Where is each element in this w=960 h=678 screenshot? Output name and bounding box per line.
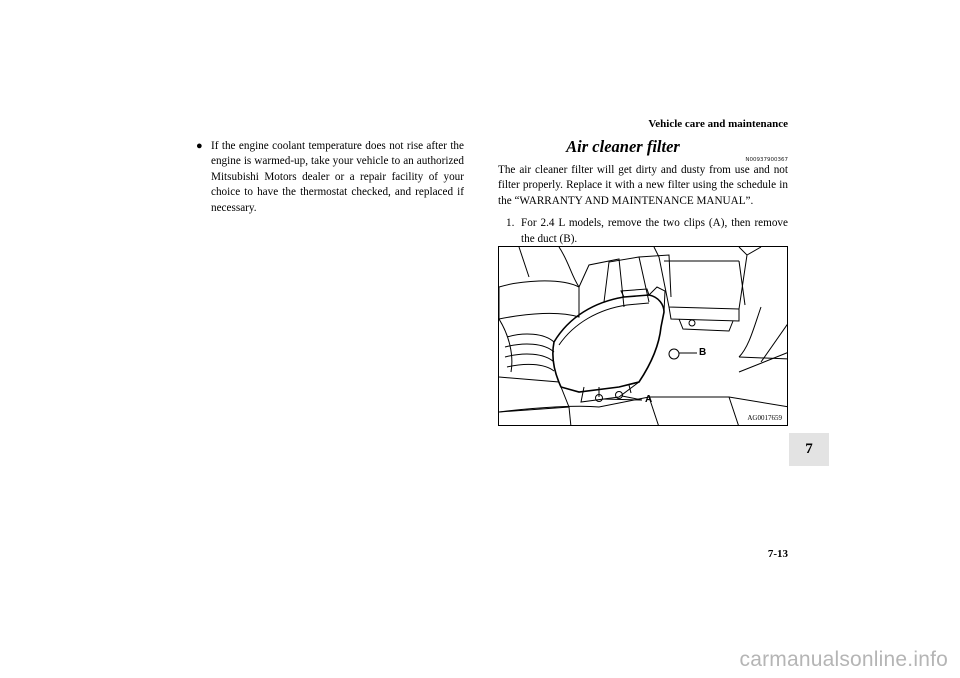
label-b: B — [699, 347, 707, 358]
step-item — [498, 216, 788, 247]
bullet-item — [196, 139, 464, 216]
step-text: For 2.4 L models, remove the two clips (A), then remove the duct (B). — [521, 217, 788, 245]
bullet-icon: ● — [196, 140, 203, 152]
section-title: Air cleaner filter — [566, 137, 680, 156]
engine-illustration — [498, 246, 788, 426]
engine-drawing — [499, 247, 788, 426]
chapter-tab: 7 — [789, 433, 829, 466]
right-column — [498, 137, 788, 247]
figure-code: AG0017659 — [747, 414, 782, 422]
label-a: A — [645, 394, 653, 405]
page-number: 7-13 — [767, 548, 788, 560]
running-header: Vehicle care and maintenance — [648, 118, 788, 130]
bullet-text: If the engine coolant temperature does not rise after the engine is warmed-up, take your vehicle to an authorized Mitsubishi Motors dealer or a repair facility of your choice to have the thermostat checked, and replaced if necessary. — [211, 140, 464, 214]
step-number: 1. — [506, 217, 515, 230]
left-column — [196, 139, 464, 216]
watermark: carmanualsonline.info — [739, 648, 948, 671]
body-paragraph: The air cleaner filter will get dirty and dusty from use and not filter properly. Replace it with a new filter using the schedule in the “WARRANTY AND MAINTENANCE MANUAL”. — [498, 164, 788, 207]
reference-code: N00937900367 — [745, 157, 788, 163]
